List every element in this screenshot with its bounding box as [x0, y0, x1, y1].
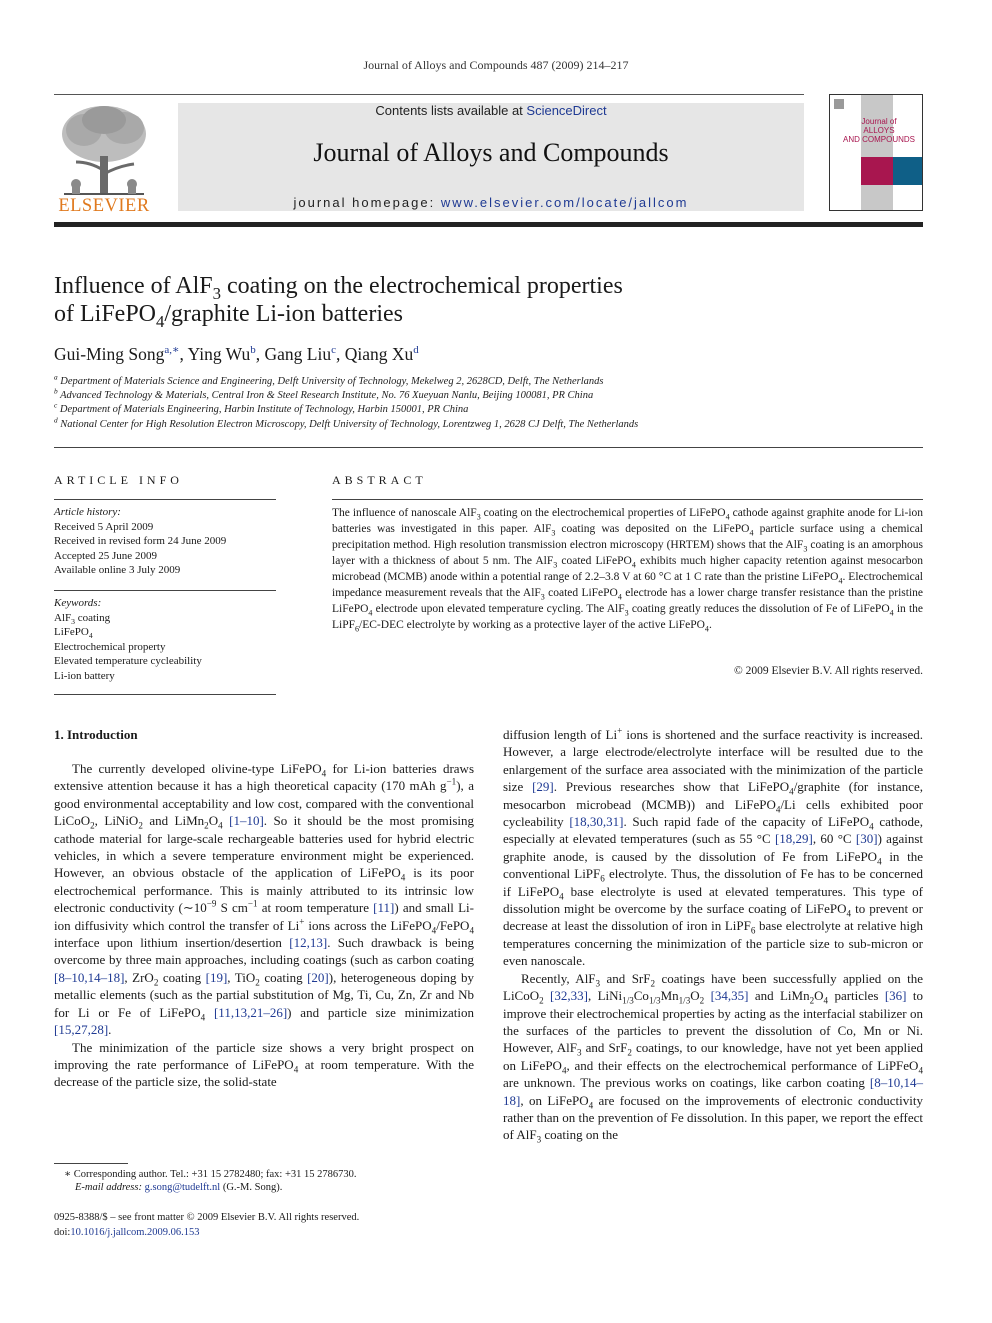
keyword-item: LiFePO$_4$ [54, 626, 93, 641]
author-name[interactable]: Gui-Ming Song [54, 344, 165, 364]
journal-name: Journal of Alloys and Compounds [313, 138, 669, 167]
author-name[interactable]: Qiang Xu [344, 344, 414, 364]
title-part: /graphite Li-ion batteries [164, 301, 403, 327]
title-part: of LiFePO [54, 301, 156, 327]
journal-cover-thumbnail[interactable] [829, 94, 923, 211]
keywords-bottom-rule [54, 694, 276, 695]
doi-label: doi: [54, 1227, 71, 1238]
email-note [75, 1182, 282, 1193]
contents-line [178, 103, 804, 118]
cover-line3: AND COMPOUNDS [842, 135, 915, 144]
keyword-item: Li-ion battery [54, 669, 115, 682]
cover-block-magenta [861, 157, 893, 185]
homepage-prefix: journal homepage: [293, 195, 441, 210]
keyword-item: Electrochemical property [54, 640, 166, 653]
history-item: Accepted 25 June 2009 [54, 549, 157, 562]
corresponding-author-note: ∗ Corresponding author. Tel.: +31 15 2782480; fax: +31 15 2786730. [64, 1169, 357, 1180]
footnote-rule [54, 1163, 128, 1164]
article-info-heading: ARTICLE INFO [54, 473, 183, 487]
paragraph: The currently developed olivine-type LiFePO$_4$ for Li-ion batteries draws extensive attention because it has a high theoretical capacity (170 mAh $g^{-1}$), a good environmental acceptability and low cost, compared with the conventional LiCoO$_2$, LiNiO$_2$ and $LiMn_2O_4$ [1–10]. So it should be the most promising cathode material for large-scale rechargeable batteries used for hybrid electric vehicles, in which a severe temperature environment might be experienced. However, an obvious obstacle of the application of LiFePO$_4$ is its poor electrochemical performance. This is mainly attributed to its intrinsic low electronic conductivity ($\sim 10^{-9}$ S $cm^{-1}$ at room temperature [11]) and small Li-ion diffusivity which control the transfer of Li+ ions across the LiFePO$_4$/FePO$_4$ interface upon lithium insertion/desertion [12,13]. Such drawback is being overcome by three main approaches, including coatings (such as carbon coating [8–10,14–18], ZrO$_2$ coating [19], TiO$_2$ coating [20]), heterogeneous doping by metallic elements (such as the partial substitution of Mg, Ti, Cu, Zn, Zr and Nb for Li or Fe of LiFePO$_4$ [11,13,21–26]) and particle size minimization [15,27,28]. [54, 761, 475, 1038]
front-matter-divider [54, 447, 923, 448]
cover-line2: ALLOYS [863, 126, 895, 135]
author-list: Gui-Ming Song$^{a,∗}$, Ying Wu$^b$, Gang Liu$^c$, Qiang Xu$^d$ [54, 344, 419, 364]
title-sub: 4 [156, 311, 165, 331]
history-item: Received in revised form 24 June 2009 [54, 535, 227, 547]
homepage-line [178, 195, 804, 210]
keywords-list [54, 596, 276, 683]
cover-publisher-icon [834, 99, 844, 109]
paragraph: The minimization of the particle size shows a very bright prospect on improving the rate performance of LiFePO$_4$ at room temperature. With the decrease of the particle size, the solid-state [54, 1039, 474, 1090]
affiliation [54, 386, 914, 401]
affiliation-text: Department of Materials Engineering, Harbin Institute of Technology, Harbin 150001, PR China [59, 404, 469, 415]
keywords-label: Keywords: [54, 597, 102, 609]
abstract-heading: ABSTRACT [332, 473, 427, 487]
abstract-rule [332, 499, 923, 500]
author-affil-mark[interactable]: b [250, 344, 256, 357]
article-info-rule [54, 499, 276, 500]
homepage-link[interactable]: www.elsevier.com/locate/jallcom [440, 195, 689, 210]
keyword-item: AlF$_3$ coating [54, 611, 111, 626]
cover-stripe-grey [861, 95, 893, 210]
elsevier-wordmark: ELSEVIER [58, 196, 150, 216]
sciencedirect-link[interactable]: ScienceDirect [526, 103, 607, 118]
issn-line: 0925-8388/$ – see front matter © 2009 Elsevier B.V. All rights reserved. [54, 1212, 360, 1223]
affiliation-text: National Center for High Resolution Electron Microscopy, Delft University of Technology, Lorentzweg 1, 2628 CJ Delft, The Netherlands [60, 419, 639, 430]
running-head: Journal of Alloys and Compounds 487 (2009) 214–217 [363, 58, 629, 72]
email-suffix: (G.-M. Song). [220, 1182, 283, 1193]
article-title [54, 272, 754, 331]
author-name[interactable]: Ying Wu [187, 344, 251, 364]
masthead-top-rule [54, 94, 804, 95]
email-link[interactable]: g.song@tudelft.nl [144, 1182, 221, 1193]
section-heading-introduction: 1. Introduction [54, 727, 138, 742]
email-label: E-mail address: [75, 1182, 145, 1193]
affiliation-mark: a [54, 372, 58, 382]
author-name[interactable]: Gang Liu [264, 344, 332, 364]
doi-link[interactable]: 10.1016/j.jallcom.2009.06.153 [70, 1227, 200, 1238]
history-label: Article history: [54, 506, 121, 518]
affiliation-mark: d [54, 415, 58, 425]
paragraph: diffusion length of Li+ ions is shortened and the surface reactivity is increased. However, a large electrode/electrolyte interface will be resulted due to the enlargement of the surface area associated with the minimization of the particle size [29]. Previous researches show that LiFePO$_4$/graphite (for instance, mesocarbon microbead (MCMB)) and LiFePO$_4$/Li cells exhibited poor cycleability [18,30,31]. Such rapid fade of the capacity of LiFePO$_4$ cathode, especially at elevated temperatures (such as 55 °C [18,29], 60 °C [30]) against graphite anode, is caused by the dissolution of Fe from LiFePO$_4$ in the conventional LiPF$_6$ electrolyte. Thus, the dissolution of Fe has to be concerned if LiFePO$_4$ base electrolyte is used at elevated temperatures. This type of dissolution might be overcome by the surface coating of LiFePO$_4$ to prevent or decrease at least the dissolution of iron in LiPF$_6$ base electrolyte at relative high temperatures concerning the minimization of the particle size to sub-micron or even nanoscale. [503, 725, 924, 969]
doi-line [54, 1227, 200, 1238]
body-column-left [54, 760, 474, 1091]
paragraph: Recently, AlF$_3$ and SrF$_2$ coatings have been successfully applied on the LiCoO$_2$ [32,33], $LiNi_{1/3}Co_{1/3}Mn_{1/3}O_2$ [34,35] and $LiMn_2O_4$ particles [36] to improve their electrochemical properties by acting as the interfacial stabilizer on the surfaces of the particles to prevent the dissolution of Co, Mn or Ni. However, AlF$_3$ and SrF$_2$ coatings, to our knowledge, have not yet been applied on LiFePO$_4$, and their effects on the electrochemical performance of LiPFeO$_4$ are unknown. The previous works on coatings, like carbon coating [8–10,14–18], on LiFePO$_4$ are focused on the improvements of electronic conductivity rather than on the prevention of Fe dissolution. In this paper, we report the effect of AlF$_3$ coating on the [503, 970, 924, 1145]
title-sub: 3 [212, 283, 222, 303]
affiliation-text: Department of Materials Science and Engineering, Delft University of Technology, Mekelweg 2, 2628CD, Delft, The Netherlands [60, 376, 604, 387]
history-item: Received 5 April 2009 [54, 520, 154, 533]
cover-block-teal [893, 157, 922, 185]
header-thick-rule [54, 222, 923, 227]
affiliation-text: Advanced Technology & Materials, Central Iron & Steel Research Institute, No. 76 Xueyuan Nanlu, Beijing 100081, PR China [60, 390, 594, 401]
affiliation [54, 372, 914, 387]
keyword-item: Elevated temperature cycleability [54, 655, 202, 667]
body-column-right [503, 726, 923, 1144]
cover-line1: Journal of [861, 117, 897, 126]
abstract-copyright: © 2009 Elsevier B.V. All rights reserved. [734, 665, 923, 677]
affiliation-mark: c [54, 400, 58, 410]
abstract-body: The influence of nanoscale AlF$_3$ coating on the electrochemical properties of LiFePO$_4$ cathode against graphite anode for Li-ion batteries was investigated in this paper. AlF$_3$ coating was deposited on the LiFePO$_4$ particle surface using a chemical precipitation method. High resolution transmission electron microscopy (HRTEM) shows that the AlF$_3$ coating is an amorphous layer with a thickness of about 5 nm. The AlF$_3$ coated LiFePO$_4$ exhibits much higher capacity retention against mesocarbon microbead (MCMB) anode within a potential range of 2.2–3.8 V at 60 °C at 1 C rate than the pristine LiFePO$_4$. Electrochemical impedance measurement reveals that the AlF$_3$ coated LiFePO$_4$ electrode has a lower charge transfer resistance than the pristine LiFePO$_4$ electrode upon elevated temperature cycling. The AlF$_3$ coating greatly reduces the dissolution of Fe of LiFePO$_4$ in the LiPF$_6$/EC-DEC electrolyte by working as a protective layer of the active LiFePO$_4$. [332, 507, 924, 634]
author-affil-mark[interactable]: c [331, 344, 336, 357]
affiliation [54, 400, 914, 415]
keywords-rule [54, 590, 276, 591]
author-affil-mark[interactable]: a,∗ [164, 344, 180, 357]
history-item: Available online 3 July 2009 [54, 564, 181, 576]
affiliation-mark: b [54, 386, 58, 396]
article-history [54, 505, 276, 578]
affiliation [54, 415, 914, 430]
contents-prefix: Contents lists available at [375, 103, 527, 118]
title-part: coating on the electrochemical properties [221, 273, 623, 299]
author-affil-mark[interactable]: d [413, 344, 419, 357]
title-part: Influence of AlF [54, 273, 213, 299]
